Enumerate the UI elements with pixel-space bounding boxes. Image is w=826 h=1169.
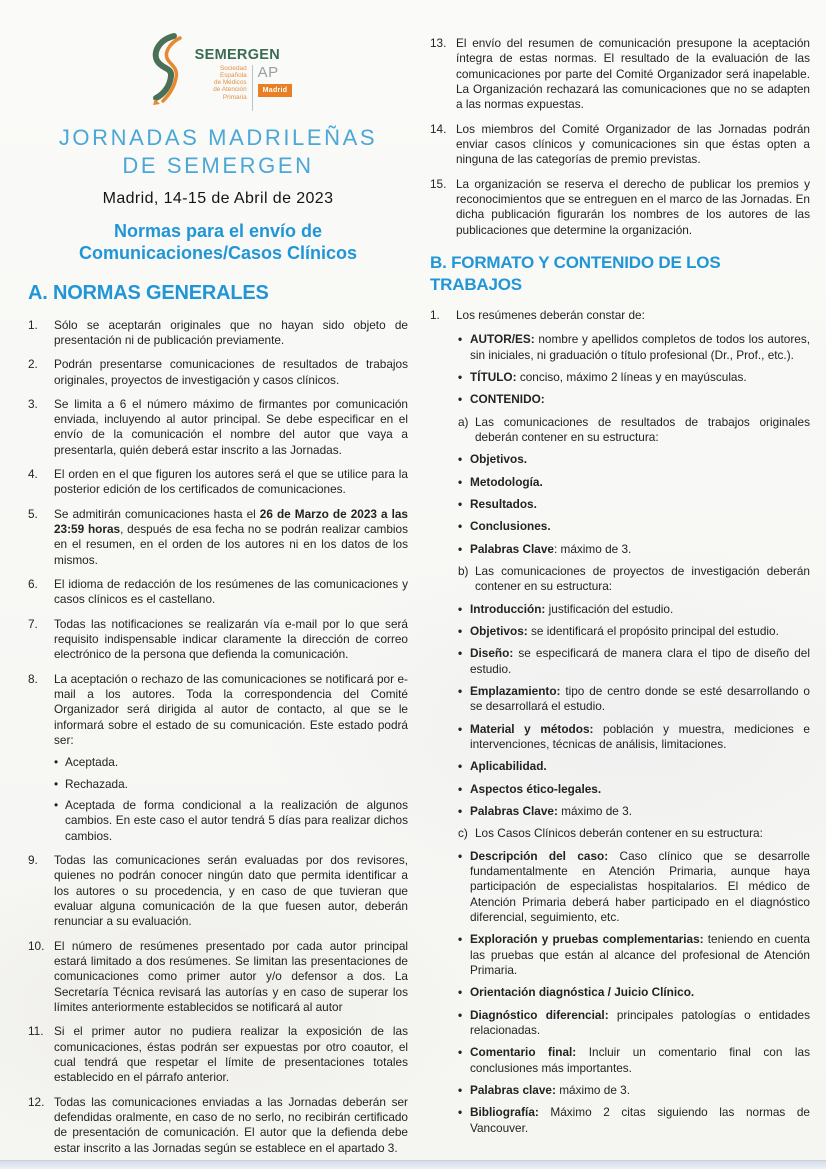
bullet-term: Comentario final: xyxy=(470,1045,589,1060)
bullet-desc: justificación del estudio. xyxy=(548,601,674,616)
right-column xyxy=(430,28,810,1169)
bullet-item xyxy=(458,475,810,490)
item-text-post: , después de esa fecha no se podrán realizar cambios en el resumen, en el orden de los autores ni en los datos de los mismos. xyxy=(54,522,408,567)
bullet-item xyxy=(458,370,810,385)
bullet-desc: se especificará de manera clara el tipo de diseño del estudio. xyxy=(470,646,810,676)
bullet-desc: teniendo en cuenta las pruebas que están al alcance del profesional de Atención Primaria. xyxy=(470,932,810,977)
letter-text: Las comunicaciones de resultados de trabajos originales deberán contener en su estructura: xyxy=(475,414,810,445)
item-number: 1. xyxy=(28,317,38,332)
list-item xyxy=(28,318,408,349)
bullet-item xyxy=(458,497,810,512)
item-text: Si el primer autor no pudiera realizar la exposición de las comunicaciones, éstas podrán ser expuestas por otro coautor, el cual tendrá que respetar el límite de presentaciones totales establecido en el párrafo anterior. xyxy=(54,1024,408,1085)
list-item xyxy=(28,397,408,458)
item-number: 12. xyxy=(28,1094,45,1109)
bullet-term: Metodología. xyxy=(470,474,543,489)
bullet-item xyxy=(458,932,810,978)
item-text: Todas las comunicaciones enviadas a las Jornadas deberán ser defendidas oralmente, en caso de no serlo, no recibirán certificado de presentación de comunicación. El autor que la defienda debe estar inscrito a las Jornadas según se establece en el apartado 3. xyxy=(54,1094,408,1155)
bullet-term: Diagnóstico diferencial: xyxy=(470,1007,617,1022)
item-text xyxy=(54,507,408,568)
item-text: El orden en el que figuren los autores será el que se utilice para la posterior edición de los certificados de comunicaciones. xyxy=(54,467,408,497)
bullet-item xyxy=(458,804,810,819)
bullet-term: AUTOR/ES: xyxy=(470,332,539,347)
list-item xyxy=(430,308,810,323)
bullet-term: Palabras Clave: xyxy=(470,804,562,818)
item-text: El envío del resumen de comunicación presupone la aceptación íntegra de estas normas. El resultado de la evaluación de las comunicaciones por parte del Comité Organizador será inapelable. La Organización rechazará las comunicaciones que no se adapten a las normas expuestas. xyxy=(456,36,810,112)
sub-bullet: • Rechazada. xyxy=(54,777,408,792)
logo-ap-label: AP xyxy=(257,63,279,81)
item-text-pre: Se admitirán comunicaciones hasta el xyxy=(54,506,260,521)
bullet-desc: población y muestra, mediciones e intervenciones, técnicas de análisis, limitaciones. xyxy=(470,721,810,752)
logo-ap-block xyxy=(258,65,293,97)
bullet-term: Material y métodos: xyxy=(470,721,604,736)
bullet-item xyxy=(458,624,810,639)
bullet-term: TÍTULO: xyxy=(470,370,520,385)
item-number: 14. xyxy=(430,121,447,136)
list-item xyxy=(28,853,408,930)
list-item xyxy=(28,577,408,608)
bullet-term: Diseño: xyxy=(470,646,519,661)
logo-subline: Española xyxy=(219,71,247,79)
section-b-heading: B. FORMATO Y CONTENIDO DE LOS TRABAJOS xyxy=(430,252,721,295)
bullet-term: Conclusiones. xyxy=(470,519,551,534)
item-text: Los miembros del Comité Organizador de las Jornadas podrán enviar casos clínicos y comunicaciones sin que éstas opten a ninguna de las categorías de premio previstas. xyxy=(456,121,810,167)
bullet-item xyxy=(458,332,810,363)
bullet-desc: Caso clínico que se desarrolle fundamentalmente en Atención Primaria, aunque haya participación de especialistas hospitalarios. El médico de Atención Primaria deberá haber participado en el diagnóstico diferencial, seguimiento, etc. xyxy=(470,848,810,924)
bullet-term: Palabras Clave xyxy=(470,541,554,556)
document-subtitle xyxy=(28,221,408,265)
item-number: 15. xyxy=(430,176,447,191)
bullet-desc: Máximo 2 citas siguiendo las normas de Vancouver. xyxy=(470,1105,810,1135)
list-item xyxy=(430,122,810,168)
bullet-desc: máximo de 3. xyxy=(559,1082,631,1097)
bullet-desc: principales patologías o entidades relacionadas. xyxy=(470,1007,810,1037)
event-title-line1: JORNADAS MADRILEÑAS xyxy=(58,124,378,150)
item-number: 8. xyxy=(28,671,38,686)
item-text: El número de resúmenes presentado por cada autor principal estará limitado a dos resúmenes. Se limitan las presentaciones de comunicaciones como primer autor y/o defensor a dos. La Secretaría Técnica revisará las autorías y en caso de superar los límites anteriormente establecidos se notificará al autor xyxy=(54,938,408,1014)
item-text: La organización se reserva el derecho de publicar los premios y reconocimientos que se entreguen en el marco de las Jornadas. En dicha publicación figurarán los nombres de los autores de las publicaciones que determine la organización. xyxy=(456,176,810,237)
bullet-desc: se identificará el propósito principal del estudio. xyxy=(530,624,779,639)
list-item xyxy=(28,357,408,388)
letter-text: Las comunicaciones de proyectos de investigación deberán contener en su estructura: xyxy=(475,564,810,594)
bullet-item xyxy=(458,985,810,1000)
bullet-item xyxy=(458,1083,810,1098)
item-text: Todas las notificaciones se realizarán vía e-mail por lo que será requisito indispensable indicar claramente la dirección de correo electrónico de la persona que defienda la comunicación. xyxy=(54,616,408,662)
document-subtitle-line1: Normas para el envío de xyxy=(113,220,323,241)
sub-bullet: • Aceptada. xyxy=(54,755,408,770)
list-item xyxy=(28,467,408,498)
bullet-desc: conciso, máximo 2 líneas y en mayúsculas. xyxy=(519,370,747,385)
bullet-term: Resultados. xyxy=(470,497,537,512)
left-column xyxy=(28,28,408,1169)
item-number: 7. xyxy=(28,616,38,631)
list-item xyxy=(28,1095,408,1156)
list-item xyxy=(430,177,810,238)
item-number: 6. xyxy=(28,577,38,592)
letter-label: b) xyxy=(458,564,469,579)
logo-society-name xyxy=(195,65,247,101)
item-text: El idioma de redacción de los resúmenes de las comunicaciones y casos clínicos es el castellano. xyxy=(54,577,408,607)
lettered-item xyxy=(458,564,810,595)
bullet-desc: Incluir un comentario final con las conclusiones más importantes. xyxy=(470,1045,810,1075)
bullet-desc: máximo de 3. xyxy=(561,804,632,818)
semergen-logo xyxy=(28,32,408,111)
logo-text-block xyxy=(195,32,293,111)
item-text: Los resúmenes deberán constar de: xyxy=(456,308,645,323)
bullet-term: Exploración y pruebas complementarias: xyxy=(470,932,708,947)
section-a-heading: A. NORMAS GENERALES xyxy=(28,281,269,304)
list-item xyxy=(28,507,408,568)
item-number: 13. xyxy=(430,36,447,50)
sub-bullet: • Aceptada de forma condicional a la realización de algunos cambios. En este caso el autor tendrá 5 días para realizar dichos cambios. xyxy=(54,798,408,844)
document-subtitle-line2: Comunicaciones/Casos Clínicos xyxy=(78,242,358,263)
bullet-item xyxy=(458,1008,810,1039)
item-number: 9. xyxy=(28,853,38,868)
list-item xyxy=(430,36,810,113)
item-number: 11. xyxy=(28,1024,44,1039)
footer-strip xyxy=(0,1160,826,1169)
bullet-item xyxy=(458,542,810,557)
list-item xyxy=(28,617,408,663)
bullet-item xyxy=(458,519,810,534)
item-number: 2. xyxy=(28,357,38,372)
item-text: Podrán presentarse comunicaciones de resultados de trabajos originales, proyectos de investigación y casos clínicos. xyxy=(54,357,408,387)
bullet-item xyxy=(458,602,810,617)
document-header xyxy=(28,32,408,265)
logo-divider xyxy=(252,65,253,111)
item-number: 5. xyxy=(28,506,38,521)
letter-text: Los Casos Clínicos deberán contener en su estructura: xyxy=(475,826,763,841)
bullet-term: Aspectos ético-legales. xyxy=(470,781,602,796)
bullet-desc: tipo de centro donde se esté desarrollando o se desarrollará el estudio. xyxy=(470,684,810,714)
item-text: Se limita a 6 el número máximo de firmantes por comunicación enviada, incluyendo al autor principal. Se debe especificar en el envío de la comunicación el nombre del autor que vaya a presentarla, quién deberá estar inscrito a las Jornadas. xyxy=(54,396,408,457)
logo-subline: Primaria xyxy=(222,93,247,101)
bold-text: 26 de Marzo de 2023 a las 23:59 horas xyxy=(54,506,408,537)
event-title-line2: DE SEMERGEN xyxy=(122,152,314,178)
logo-madrid-badge: Madrid xyxy=(258,84,293,97)
bullet-term: Objetivos. xyxy=(470,452,528,467)
bullet-item xyxy=(458,759,810,774)
item-number: 4. xyxy=(28,467,38,482)
bullet-item xyxy=(458,849,810,926)
list-item xyxy=(28,939,408,1016)
list-item xyxy=(28,672,408,749)
bullet-term: Bibliografía: xyxy=(470,1105,551,1120)
status-bullet-list xyxy=(54,755,408,844)
bullet-term: Palabras clave: xyxy=(470,1082,560,1097)
bullet-term: CONTENIDO: xyxy=(470,392,545,407)
bullet-term: Introducción: xyxy=(470,601,549,616)
brand-name: SEMERGEN xyxy=(194,47,281,63)
bullet-item xyxy=(458,646,810,677)
lettered-item xyxy=(458,415,810,446)
bullet-desc: nombre y apellidos completos de todos los autores, sin iniciales, ni graduación o título profesional (Dr., Prof., etc.). xyxy=(470,332,811,362)
semergen-s-icon xyxy=(144,32,188,106)
item-text: Todas las comunicaciones serán evaluadas por dos revisores, quienes no podrán conocer ningún dato que permita identificar a los autores o su procedencia, y en caso de que tuvieran que evaluar alguna comunicación de la que fuesen autor, deberán renunciar a su evaluación. xyxy=(54,853,408,929)
bullet-item xyxy=(458,782,810,797)
bullet-item xyxy=(458,1045,810,1076)
bullet-item xyxy=(458,684,810,715)
item-text: Sólo se aceptarán originales que no hayan sido objeto de presentación ni de publicación previamente. xyxy=(54,317,408,347)
item-number: 3. xyxy=(28,396,38,411)
bullet-term: Objetivos: xyxy=(470,624,531,639)
lettered-item xyxy=(458,826,810,841)
item-number: 10. xyxy=(28,938,45,953)
bullet-term: Orientación diagnóstica / Juicio Clínico. xyxy=(470,985,695,1000)
event-title xyxy=(28,124,408,180)
bullet-desc: : máximo de 3. xyxy=(553,541,632,556)
logo-subline: de Atención xyxy=(213,86,247,94)
list-item xyxy=(28,1024,408,1085)
logo-subline: de Médicos xyxy=(213,79,247,87)
logo-subline: Sociedad xyxy=(219,64,247,72)
bullet-item xyxy=(458,722,810,753)
item-number: 1. xyxy=(430,308,440,323)
item-text: La aceptación o rechazo de las comunicaciones se notificará por e-mail a los autores. Toda la correspondencia del Comité Organizador será dirigida al autor de contacto, al que se le informará sobre el estado de su comunicación. Este estado podrá ser: xyxy=(54,671,408,748)
bullet-item xyxy=(458,1105,810,1136)
event-date: Madrid, 14-15 de Abril de 2023 xyxy=(102,189,334,207)
logo-subblock xyxy=(195,65,293,111)
bullet-term: Aplicabilidad. xyxy=(470,759,547,774)
letter-label: a) xyxy=(458,414,469,429)
bullet-term: Emplazamiento: xyxy=(470,684,566,699)
bullet-item xyxy=(458,392,810,407)
bullet-term: Descripción del caso: xyxy=(470,848,620,863)
bullet-item xyxy=(458,452,810,467)
letter-label: c) xyxy=(458,826,468,841)
